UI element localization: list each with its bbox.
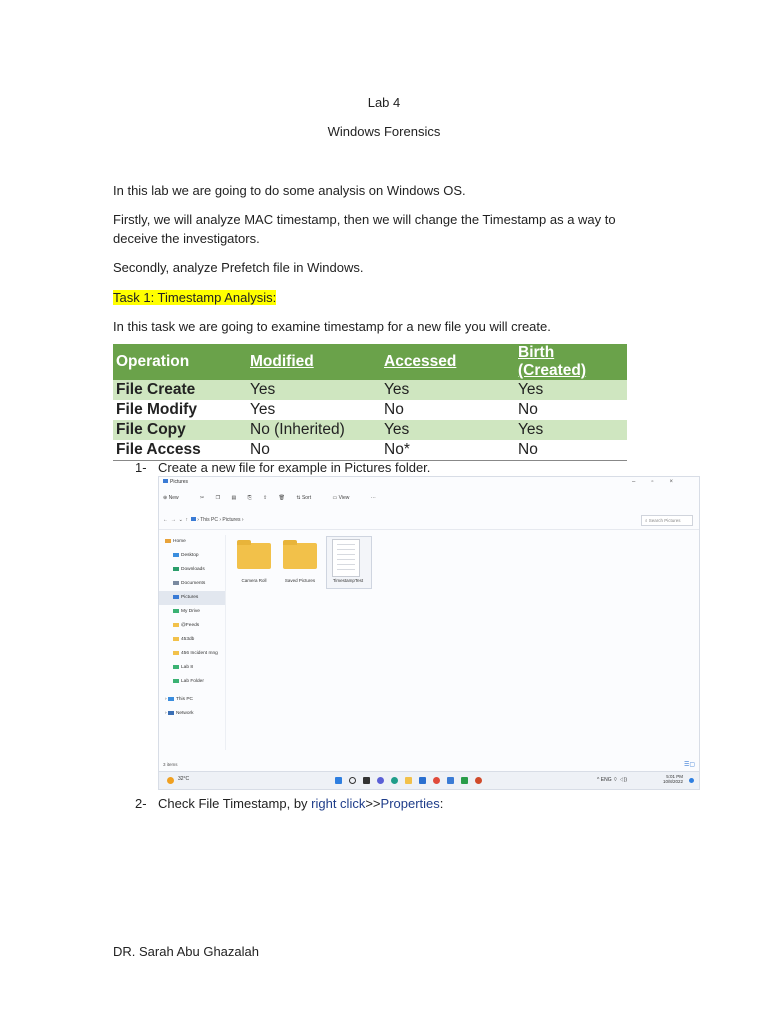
right-click-link[interactable]: right click	[311, 796, 366, 811]
footer-author: DR. Sarah Abu Ghazalah	[113, 944, 259, 959]
mail-icon[interactable]	[419, 777, 426, 784]
folder-icon	[173, 651, 179, 655]
explorer-toolbar	[163, 495, 693, 507]
edge-icon[interactable]	[391, 777, 398, 784]
table-row	[113, 400, 627, 420]
minimize-icon[interactable]: –	[632, 479, 652, 485]
file-label-timestamp-test[interactable]: TimestampTest	[332, 578, 364, 583]
table-cell: File Access	[113, 440, 247, 461]
path-pictures[interactable]: Pictures	[222, 517, 241, 523]
header-birth-text: Birth (Created)	[518, 344, 587, 379]
table-cell: Yes	[515, 420, 627, 440]
close-icon[interactable]: ×	[669, 479, 689, 485]
recent-icon[interactable]: ⌄	[178, 517, 183, 523]
nav-item-lab-folder[interactable]	[159, 675, 225, 689]
table-cell: No*	[381, 440, 515, 461]
nav-item-my-drive[interactable]	[159, 605, 225, 619]
text-file-icon[interactable]	[332, 539, 360, 577]
nav-item-this-pc[interactable]: › This PC	[165, 697, 193, 702]
explorer-screenshot	[158, 476, 700, 790]
nav-item-label: Lab 8	[181, 665, 194, 670]
step-1-number: 1-	[135, 460, 147, 475]
clock-date: 10/8/2022	[662, 779, 683, 784]
nav-item-documents[interactable]	[159, 577, 225, 591]
header-accessed	[381, 344, 515, 380]
notification-icon[interactable]	[689, 778, 694, 783]
step-2-number: 2-	[135, 796, 147, 811]
step-1	[135, 460, 430, 475]
status-bar-count: 3 items	[163, 762, 178, 767]
step-2-text: Check File Timestamp, by	[158, 796, 312, 811]
nav-item-label: Pictures	[181, 595, 199, 600]
pictures-path-icon	[191, 517, 196, 521]
path-this-pc[interactable]: This PC	[200, 517, 218, 523]
window-controls	[632, 479, 689, 485]
nav-item-pictures[interactable]	[159, 591, 225, 605]
file-label-camera-roll[interactable]: Camera Roll	[241, 578, 267, 583]
file-explorer-icon[interactable]	[405, 777, 412, 784]
nav-item-label: Downloads	[181, 567, 205, 572]
table-cell: Yes	[247, 400, 381, 420]
nav-item-label: Lab Folder	[181, 679, 204, 684]
nav-item-label: This PC	[175, 697, 193, 702]
cut-icon[interactable]: ✂	[200, 495, 205, 501]
search-placeholder: Search Pictures	[648, 518, 681, 523]
folder-icon[interactable]	[237, 543, 271, 569]
folder-icon	[173, 623, 179, 627]
navigation-pane	[159, 535, 226, 750]
chat-icon[interactable]	[377, 777, 384, 784]
start-icon[interactable]	[335, 777, 342, 784]
table-row	[113, 380, 627, 400]
new-button[interactable]: ⊕ New	[163, 495, 179, 501]
nav-item-label: @Feeds	[181, 623, 200, 628]
table-row	[113, 440, 627, 461]
folder-icon	[173, 637, 179, 641]
step-1-text: Create a new file for example in Pictures folder.	[158, 460, 431, 475]
doc-title: Lab 4	[367, 95, 401, 110]
network-icon	[168, 711, 174, 715]
clock[interactable]	[649, 774, 683, 784]
intro-paragraph-1: In this lab we are going to do some analysis on Windows OS.	[113, 183, 466, 198]
sort-button[interactable]: ⇅ Sort	[296, 495, 312, 501]
header-birth	[515, 344, 627, 380]
restore-icon[interactable]: ▫	[651, 479, 670, 485]
copy-icon[interactable]: ❐	[215, 495, 221, 501]
task-heading-text: Task 1: Timestamp Analysis:	[113, 290, 277, 305]
tray-language: ENG	[600, 777, 612, 783]
chrome-icon[interactable]	[433, 777, 440, 784]
nav-item-453db[interactable]	[159, 633, 225, 647]
nav-item-label: Desktop	[181, 553, 199, 558]
share-icon[interactable]: ⇪	[263, 495, 268, 501]
nav-item-desktop[interactable]	[159, 549, 225, 563]
table-header-row	[113, 344, 627, 380]
nav-item-label: Documents	[181, 581, 206, 586]
nav-item-network[interactable]: › Network	[165, 711, 194, 716]
paste-icon[interactable]: ▤	[231, 495, 237, 501]
step-2-after: :	[439, 796, 444, 811]
table-cell: File Modify	[113, 400, 247, 420]
table-cell: File Copy	[113, 420, 247, 440]
back-icon[interactable]: ←	[163, 517, 168, 523]
step-2	[135, 796, 443, 811]
clock-time: 5:01 PM	[666, 774, 683, 779]
tray-icons[interactable]: ^ ENG ⌔ ◁))	[597, 777, 628, 783]
window-title	[163, 479, 188, 485]
task-heading	[113, 288, 653, 307]
weather-temp[interactable]: 32°C	[178, 776, 190, 782]
table-cell: Yes	[381, 420, 515, 440]
divider	[159, 529, 699, 530]
nav-item-incident[interactable]	[159, 647, 225, 661]
delete-icon[interactable]: 🗑	[278, 495, 285, 501]
taskbar	[159, 771, 699, 790]
sort-button-label: Sort	[301, 495, 312, 501]
folder-icon	[173, 679, 179, 683]
properties-link[interactable]: Properties	[380, 796, 440, 811]
table-cell: No	[381, 400, 515, 420]
table-cell: No	[515, 440, 627, 461]
computer-icon	[168, 697, 174, 701]
view-toggle-icon[interactable]: ☰▢	[683, 762, 695, 768]
file-label-saved-pictures[interactable]: Saved Pictures	[284, 578, 316, 583]
header-operation: Operation	[113, 344, 247, 380]
nav-item-label: My Drive	[181, 609, 200, 614]
view-button-label: View	[338, 495, 350, 501]
table-cell: Yes	[247, 380, 381, 400]
search-icon[interactable]	[349, 777, 356, 784]
table-cell: No (Inherited)	[247, 420, 381, 440]
nav-item-label: 453db	[181, 637, 195, 642]
window-title-icon	[163, 479, 168, 483]
drive-icon	[173, 609, 179, 613]
nav-item-lab-8[interactable]	[159, 661, 225, 675]
nav-item-home[interactable]	[159, 535, 225, 549]
table-cell: Yes	[515, 380, 627, 400]
table-cell: Yes	[381, 380, 515, 400]
store-icon[interactable]	[447, 777, 454, 784]
search-input[interactable]: ⌕ Search Pictures	[641, 515, 693, 526]
header-modified-text: Modified	[250, 353, 314, 370]
nav-item-label: Home	[173, 539, 186, 544]
address-bar[interactable]: ← → ⌄ ↑ › This PC › Pictures ›	[163, 517, 244, 523]
table-cell: File Create	[113, 380, 247, 400]
new-button-label: New	[168, 495, 179, 501]
task-view-icon[interactable]	[363, 777, 370, 784]
more-button[interactable]: ···	[370, 495, 376, 501]
download-icon	[173, 567, 179, 571]
header-accessed-text: Accessed	[384, 353, 457, 370]
view-button[interactable]: ▭ View	[332, 495, 350, 501]
weather-icon	[167, 777, 174, 784]
app-icon[interactable]	[461, 777, 468, 784]
window-title-text: Pictures	[170, 479, 189, 485]
pictures-icon	[173, 595, 179, 599]
documents-icon	[173, 581, 179, 585]
table-cell: No	[247, 440, 381, 461]
desktop-icon	[173, 553, 179, 557]
doc-subtitle: Windows Forensics	[327, 124, 441, 139]
table-row	[113, 420, 627, 440]
table-cell: No	[515, 400, 627, 420]
nav-item-downloads[interactable]	[159, 563, 225, 577]
nav-item-feeds[interactable]	[159, 619, 225, 633]
nav-item-label: Network	[175, 711, 194, 716]
folder-icon	[173, 665, 179, 669]
intro-paragraph-2: Firstly, we will analyze MAC timestamp, then we will change the Timestamp as a way to deceive the investigators.	[113, 212, 616, 246]
app-icon[interactable]	[475, 777, 482, 784]
intro-paragraph-3: Secondly, analyze Prefetch file in Windows.	[113, 260, 364, 275]
forward-icon[interactable]: →	[170, 517, 176, 523]
folder-icon[interactable]	[283, 543, 317, 569]
up-icon[interactable]: ↑	[185, 517, 189, 523]
mac-timestamp-table	[113, 344, 627, 461]
step-2-separator: >>	[365, 796, 381, 811]
task-intro: In this task we are going to examine timestamp for a new file you will create.	[113, 319, 551, 334]
nav-item-label: 456 Incident mng	[181, 651, 218, 656]
home-icon	[165, 539, 171, 543]
header-modified	[247, 344, 381, 380]
rename-icon[interactable]: ⎘	[247, 495, 252, 501]
